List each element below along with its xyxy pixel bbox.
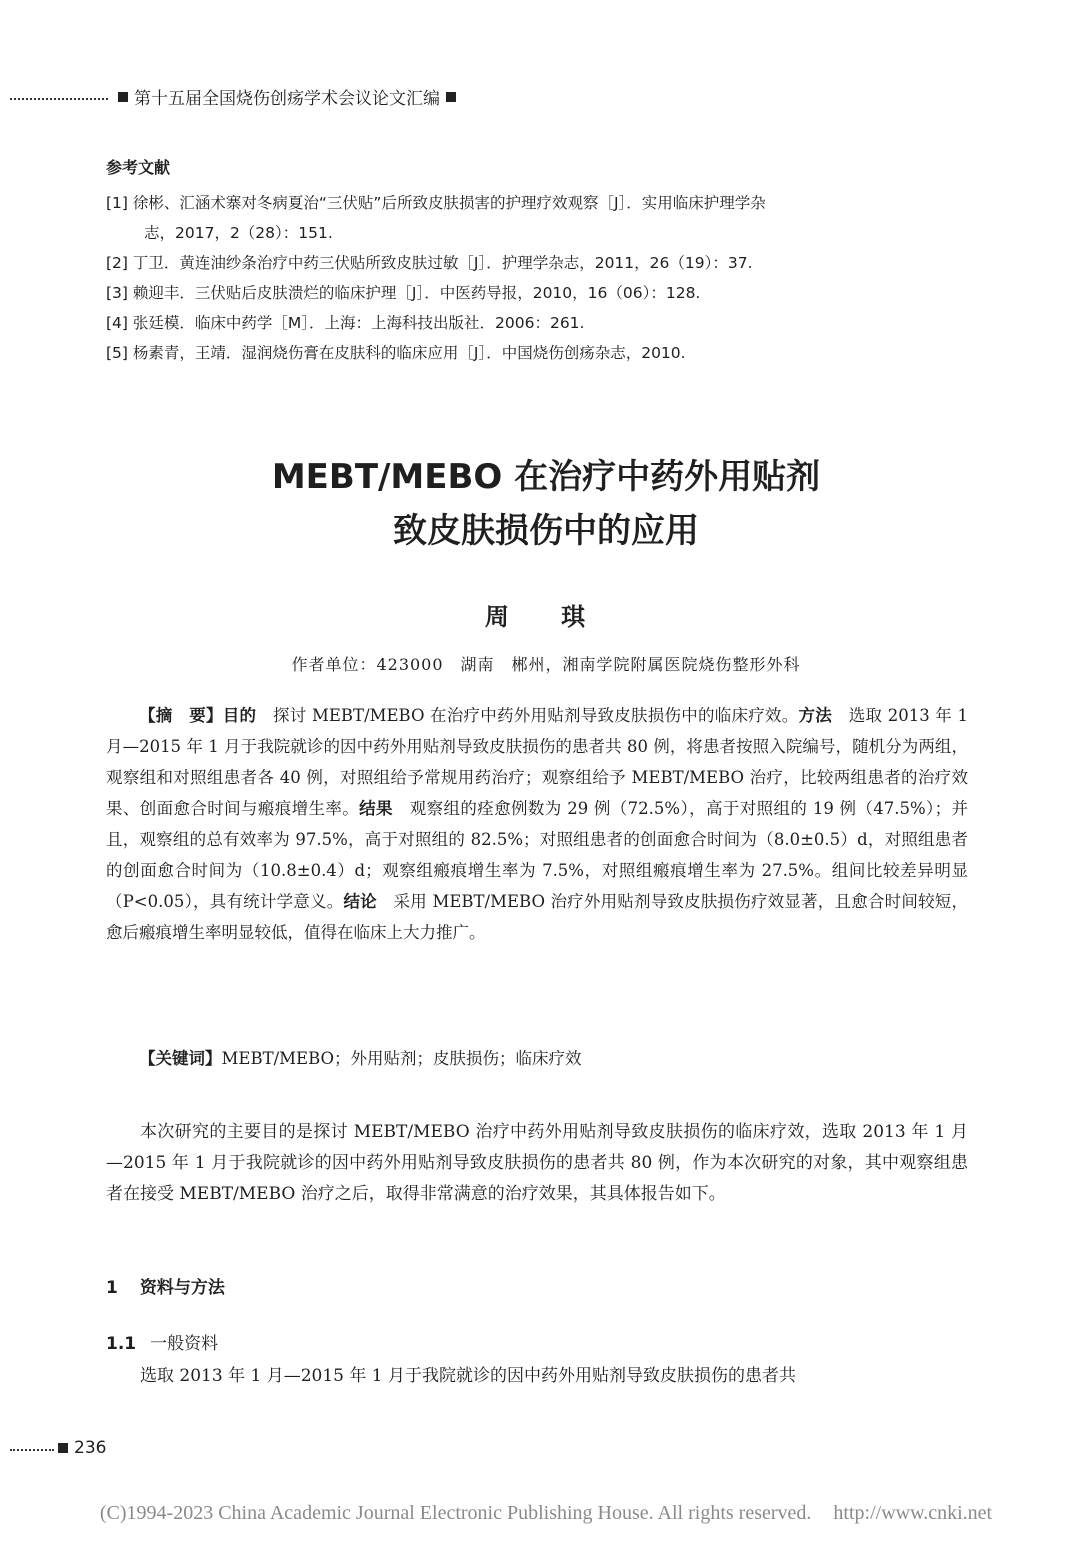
section-heading-1-1	[106, 1329, 218, 1354]
header-text: 第十五届全国烧伤创疡学术会议论文汇编	[134, 89, 440, 109]
author-name: 周 琪	[484, 603, 608, 631]
keywords-label: 【关键词】	[139, 1049, 222, 1068]
body-paragraph: 选取 2013 年 1 月—2015 年 1 月于我院就诊的因中药外用贴剂导致皮肤损伤的患者共	[140, 1366, 796, 1386]
reference-text: [4] 张廷模．临床中药学［M］．上海：上海科技出版社．2006：261.	[106, 314, 585, 332]
section-title: 资料与方法	[139, 1278, 225, 1298]
section-number: 1	[106, 1278, 118, 1298]
result-label: 结果	[359, 799, 393, 818]
square-bullet-icon	[118, 92, 128, 102]
purpose-label: 目的	[222, 706, 257, 725]
page-number	[10, 1438, 106, 1458]
reference-text: [1] 徐彬、汇涵术寨对冬病夏治“三伏贴”后所致皮肤损害的护理疗效观察［J］．实用临床护理学杂	[106, 194, 766, 212]
running-header	[10, 84, 462, 109]
keywords	[106, 1045, 968, 1069]
conclusion-label: 结论	[343, 892, 377, 911]
title-line-1: MEBT/MEBO 在治疗中药外用贴剂	[271, 457, 821, 497]
copyright-footer	[0, 1502, 1092, 1525]
reference-item	[106, 188, 976, 248]
reference-text: [5] 杨素青，王靖．湿润烧伤膏在皮肤科的临床应用［J］．中国烧伤创疡杂志，2010.	[106, 344, 686, 362]
author-affiliation: 作者单位：423000 湖南 郴州，湘南学院附属医院烧伤整形外科	[291, 655, 801, 674]
reference-item	[106, 248, 976, 278]
abstract	[106, 700, 968, 948]
conclusion-text: 采用 MEBT/MEBO 治疗外用贴剂导致皮肤损伤疗效显著，且愈合时间较短，愈后瘢痕增生率明显较低，值得在临床上大力推广。	[106, 892, 968, 942]
section-heading-1	[106, 1273, 225, 1298]
copyright-text: (C)1994-2023 China Academic Journal Electronic Publishing House. All rights reserved.	[99, 1502, 812, 1524]
reference-item	[106, 338, 976, 368]
result-text: 观察组的痊愈例数为 29 例（72.5%），高于对照组的 19 例（47.5%）；并且，观察组的总有效率为 97.5%，高于对照组的 82.5%；对照组患者的创面愈合时间为（8.0±0.5）d，对照组患者的创面愈合时间为（10.8±0.4）d；观察组瘢痕增生率为 7.5%，对照组瘢痕增生率为 27.5%。组间比较差异明显（P<0.05），具有统计学意义。	[106, 799, 969, 911]
title-line-2: 致皮肤损伤中的应用	[393, 511, 699, 551]
page-number-text: 236	[74, 1438, 107, 1458]
square-bullet-icon	[446, 92, 456, 102]
reference-item	[106, 278, 976, 308]
section-number: 1.1	[106, 1334, 137, 1354]
references-section	[106, 155, 976, 368]
leader-dots	[10, 1449, 54, 1451]
method-text: 选取 2013 年 1 月—2015 年 1 月于我院就诊的因中药外用贴剂导致皮肤损伤的患者共 80 例，将患者按照入院编号，随机分为两组，观察组和对照组患者各 40 例，对照组给予常规用药治疗；观察组给予 MEBT/MEBO 治疗，比较两组患者的治疗效果、创面愈合时间与瘢痕增生率。	[106, 706, 968, 818]
reference-item	[106, 308, 976, 338]
footer-url: http://www.cnki.net	[833, 1502, 993, 1524]
reference-continuation: 志，2017，2（28）：151.	[144, 224, 333, 242]
reference-text: [3] 赖迎丰．三伏贴后皮肤溃烂的临床护理［J］．中医药导报，2010，16（06）：128.	[106, 284, 701, 302]
purpose-text: 探讨 MEBT/MEBO 在治疗中药外用贴剂导致皮肤损伤中的临床疗效。	[256, 706, 799, 725]
leader-dots	[10, 98, 108, 100]
abstract-label: 【摘 要】	[139, 706, 223, 725]
intro-paragraph: 本次研究的主要目的是探讨 MEBT/MEBO 治疗中药外用贴剂导致皮肤损伤的临床疗效，选取 2013 年 1 月—2015 年 1 月于我院就诊的因中药外用贴剂导致皮肤损伤的患者共 80 例，作为本次研究的对象，其中观察组患者在接受 MEBT/MEBO 治疗之后，取得非常满意的治疗效果，其具体报告如下。	[106, 1122, 968, 1204]
reference-text: [2] 丁卫．黄连油纱条治疗中药三伏贴所致皮肤过敏［J］．护理学杂志，2011，26（19）：37.	[106, 254, 753, 272]
section-title: 一般资料	[150, 1334, 219, 1354]
keywords-text: MEBT/MEBO；外用贴剂；皮肤损伤；临床疗效	[221, 1049, 582, 1068]
square-bullet-icon	[58, 1443, 68, 1453]
method-label: 方法	[798, 706, 833, 725]
references-heading: 参考文献	[106, 158, 171, 177]
article-title	[0, 450, 1092, 558]
